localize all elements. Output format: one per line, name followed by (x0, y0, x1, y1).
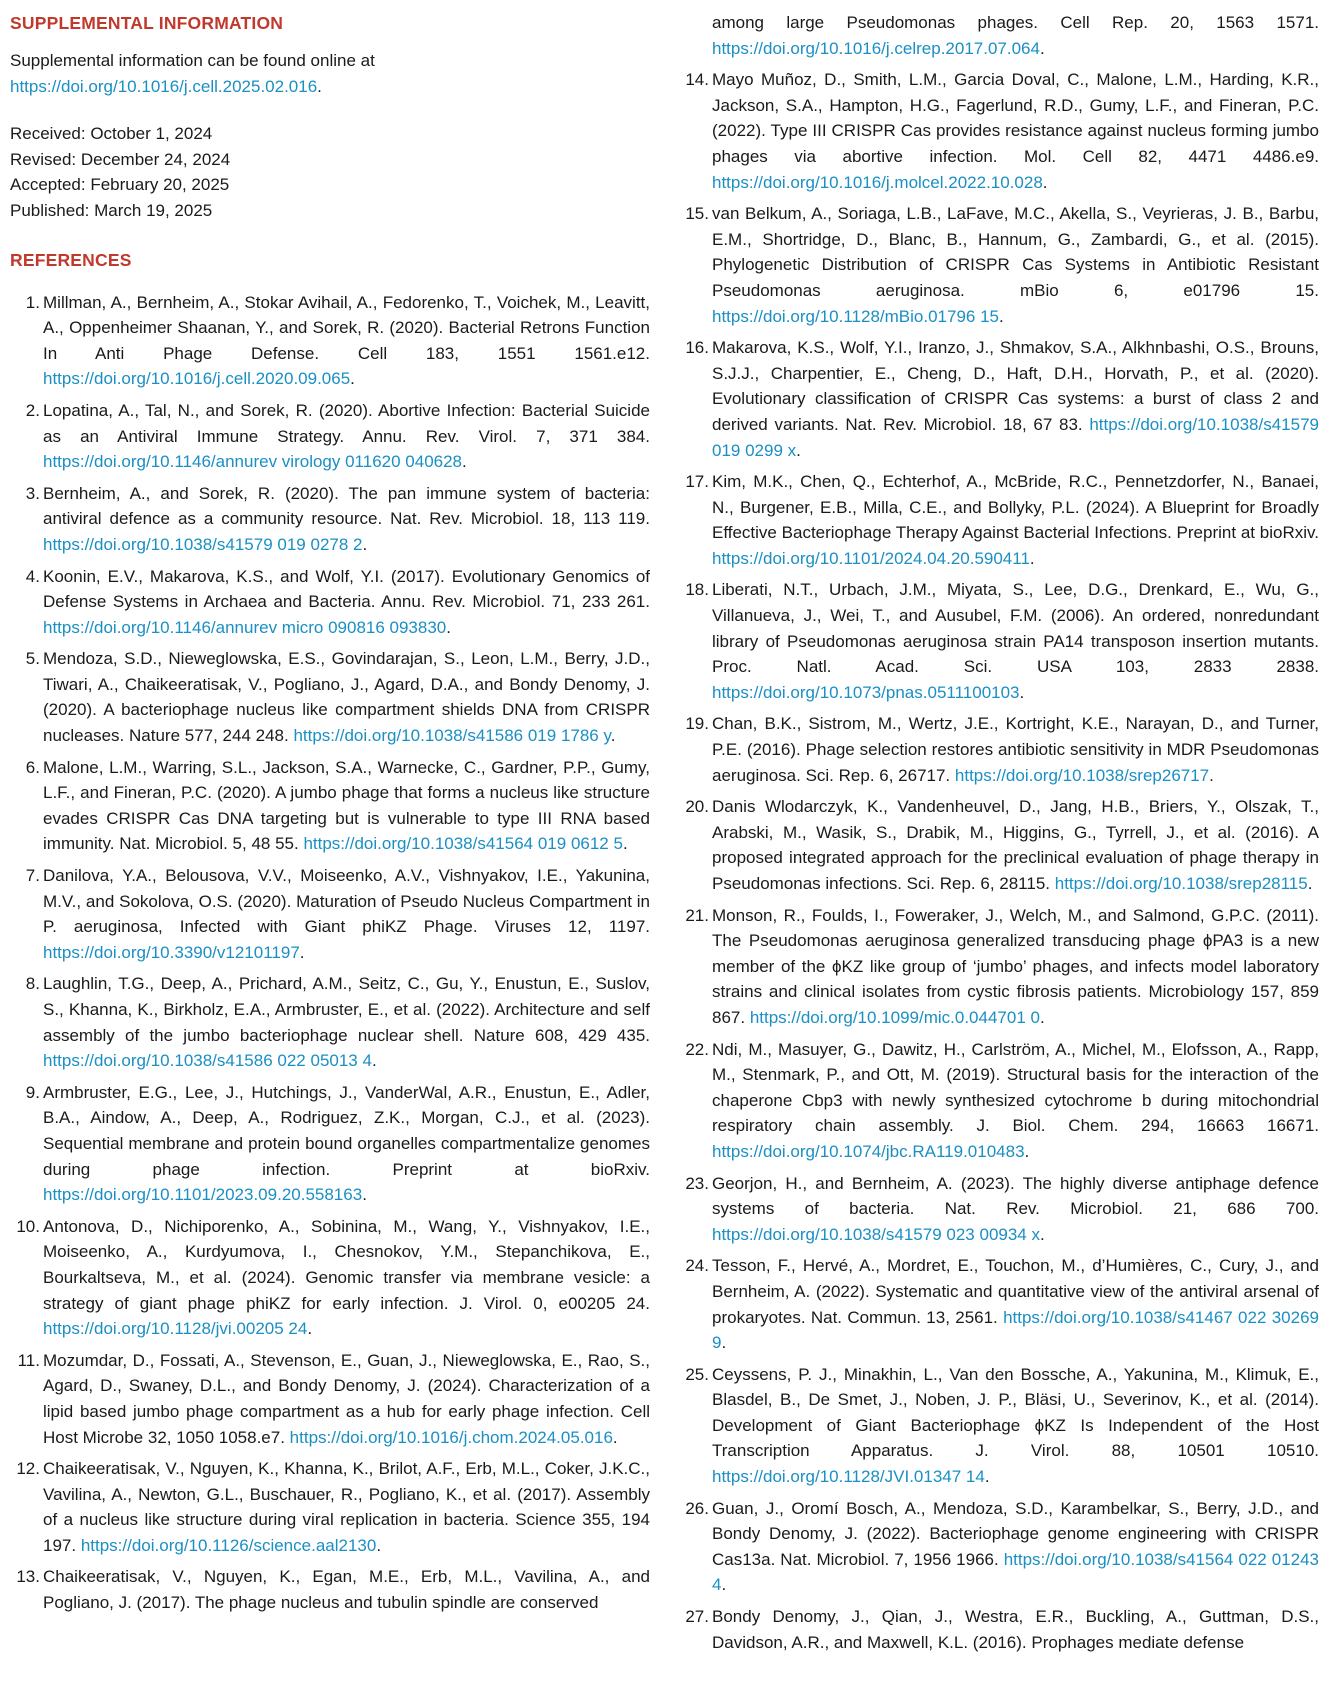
reference-text (43, 758, 650, 854)
reference-text (43, 1567, 650, 1612)
reference-text (712, 714, 1319, 784)
reference-text (43, 293, 650, 389)
reference-text (43, 974, 650, 1070)
reference-citation: Tesson, F., Hervé, A., Mordret, E., Touchon, M., d’Humières, C., Cury, J., and Bernheim, A. (2022). Systematic and quantitative view of the antiviral arsenal of prokaryotes. Nat. Commun. 13, 2561. (712, 1256, 1319, 1327)
reference-text (712, 204, 1319, 325)
reference-number: 14 . (679, 67, 709, 93)
reference-text (712, 472, 1319, 568)
reference-number: 8 . (10, 971, 40, 997)
reference-item (679, 711, 1319, 788)
reference-number: 7 . (10, 863, 40, 889)
reference-number: 4 . (10, 564, 40, 590)
reference-citation: Koonin, E.V., Makarova, K.S., and Wolf, Y.I. (2017). Evolutionary Genomics of Defense Systems in Archaea and Bacteria. Annu. Rev. Microbiol. 71, 233 261. (43, 566, 650, 612)
reference-citation: Mozumdar, D., Fossati, A., Stevenson, E., Guan, J., Nieweglowska, E., Rao, S., Agard, D., Swaney, D.L., and Bondy Denomy, J. (2024). Characterization of a lipid based jumbo phage compartment as a hub for early phage infection. Cell Host Microbe 32, 1050 1058.e7. (43, 1350, 650, 1447)
reference-text (712, 906, 1319, 1027)
reference-item (679, 1496, 1319, 1598)
reference-item (10, 1456, 650, 1558)
reference-number: 5 . (10, 646, 40, 672)
reference-item (10, 1348, 650, 1450)
reference-item (10, 1564, 650, 1615)
reference-doi-link[interactable]: https://doi.org/10.1016/j.molcel.2022.10.028 (712, 172, 1043, 192)
reference-item (679, 1604, 1319, 1655)
reference-doi-link[interactable]: https://doi.org/10.1073/pnas.0511100103 (712, 682, 1020, 702)
right-column (679, 10, 1319, 1661)
supplemental-text: Supplemental information can be found online at (10, 51, 375, 70)
reference-text (43, 1083, 650, 1204)
reference-citation: Millman, A., Bernheim, A., Stokar Avihail, A., Fedorenko, T., Voichek, M., Leavitt, A., Oppenheimer Shaanan, Y., and Sorek, R. (2020). Bacterial Retrons Function In Anti Phage Defense. Cell 183, 1551 1561.e12. (43, 292, 650, 363)
reference-citation: Danis Wlodarczyk, K., Vandenheuvel, D., Jang, H.B., Briers, Y., Olszak, T., Arabski, M., Wasik, S., Drabik, M., Higgins, G., Tyrrell, J., et al. (2016). A proposed integrated approach for the preclinical evaluation of phage therapy in Pseudomonas infections. Sci. Rep. 6, 28115. (712, 797, 1319, 893)
published-date: Published: March 19, 2025 (10, 200, 213, 220)
reference-citation: Mayo Muñoz, D., Smith, L.M., Garcia Doval, C., Malone, L.M., Harding, K.R., Jackson, S.A., Hampton, H.G., Fagerlund, R.D., Gumy, L.F., and Fineran, P.C. (2022). Type III CRISPR Cas provides resistance against nucleus forming jumbo phages via abortive infection. Mol. Cell 82, 4471 4486.e9. (712, 70, 1319, 166)
reference-number: 9 . (10, 1080, 40, 1106)
reference-number: 22 . (679, 1037, 709, 1063)
reference-text (712, 1040, 1319, 1161)
reference-number: 23 . (679, 1171, 709, 1197)
reference-item (679, 1037, 1319, 1165)
reference-number: 2 . (10, 398, 40, 424)
reference-doi-link[interactable]: https://doi.org/10.1016/j.chom.2024.05.016 (289, 1427, 613, 1447)
reference-end: . (1019, 682, 1025, 702)
reference-end: . (350, 369, 355, 389)
reference-doi-link[interactable]: https://doi.org/10.1126/science.aal2130 (80, 1535, 377, 1555)
reference-doi-link[interactable]: https://doi.org/10.1038/s41564 022 01243 4 (712, 1549, 1319, 1595)
reference-doi-link[interactable]: https://doi.org/10.1038/s41579 023 00934 x (712, 1224, 1040, 1244)
reference-citation: Liberati, N.T., Urbach, J.M., Miyata, S., Lee, D.G., Drenkard, E., Wu, G., Villanueva, J., Wei, T., and Ausubel, F.M. (2006). An ordered, nonredundant library of Pseudomonas aeruginosa strain PA14 transposon insertion mutants. Proc. Natl. Acad. Sci. USA 103, 2833 2838. (712, 580, 1319, 677)
reference-number: 16 . (679, 335, 709, 361)
reference-citation: Antonova, D., Nichiporenko, A., Sobinina, M., Wang, Y., Vishnyakov, I.E., Moiseenko, A., Kurdyumova, I., Chesnokov, Y.M., Stepanchikova, E., Bourkaltseva, M., et al. (2024). Genomic transfer via membrane vesicle: a strategy of giant phage phiKZ for early infection. J. Virol. 0, e00205 24. (43, 1216, 650, 1313)
left-column (10, 10, 650, 1622)
received-date: Received: October 1, 2024 (10, 124, 213, 144)
reference-citation: van Belkum, A., Soriaga, L.B., LaFave, M.C., Akella, S., Veyrieras, J. B., Barbu, E.M., Shortridge, D., Blanc, B., Hannum, G., Zambardi, G., et al. (2015). Phylogenetic Distribution of CRISPR Cas Systems in Antibiotic Resistant Pseudomonas aeruginosa. mBio 6, e01796 15. (712, 204, 1319, 300)
reference-doi-link[interactable]: https://doi.org/10.1128/mBio.01796 15 (712, 306, 999, 326)
supplemental-end: . (317, 76, 322, 96)
reference-number: 21 . (679, 903, 709, 929)
reference-citation: Kim, M.K., Chen, Q., Echterhof, A., McBride, R.C., Pennetzdorfer, N., Banaei, N., Burgener, E.B., Milla, C.E., and Bollyky, P.L. (2024). A Blueprint for Broadly Effective Bacteriophage Therapy Against Bacterial Infections. Preprint at bioRxiv. (712, 472, 1319, 543)
reference-number: 1 . (10, 290, 40, 316)
reference-text (712, 1365, 1319, 1486)
reference-end: . (307, 1319, 313, 1339)
reference-item (10, 398, 650, 475)
reference-text (43, 484, 650, 554)
article-dates (10, 121, 650, 223)
reference-end: . (362, 1185, 367, 1205)
reference-text (712, 1174, 1319, 1244)
reference-doi-link[interactable]: https://doi.org/10.1101/2023.09.20.558163 (43, 1185, 363, 1205)
reference-number: 17 . (679, 469, 709, 495)
reference-text (43, 1459, 650, 1555)
reference-doi-link[interactable]: https://doi.org/10.1038/srep28115 (1054, 874, 1308, 893)
reference-citation: Danilova, Y.A., Belousova, V.V., Moiseenko, A.V., Vishnyakov, I.E., Yakunina, M.V., and Sokolova, O.S. (2020). Maturation of Pseudo Nucleus Compartment in P. aeruginosa, Infected with Giant phiKZ Phage. Viruses 12, 1197. (43, 866, 650, 937)
reference-citation: Bondy Denomy, J., Qian, J., Westra, E.R., Buckling, A., Guttman, D.S., Davidson, A.R., and Maxwell, K.L. (2016). Prophages mediate defense (712, 1607, 1319, 1652)
reference-doi-link[interactable]: https://doi.org/10.1038/s41579 019 0299 x (712, 414, 1319, 460)
reference-number: 26 . (679, 1496, 709, 1522)
revised-date: Revised: December 24, 2024 (10, 149, 231, 169)
reference-text (712, 1607, 1319, 1652)
reference-item (10, 971, 650, 1073)
reference-end: . (721, 1575, 727, 1595)
supplemental-heading: SUPPLEMENTAL INFORMATION (10, 13, 284, 33)
reference-end: . (1024, 1141, 1030, 1161)
reference-number: 10 . (10, 1214, 40, 1240)
reference-citation: Bernheim, A., and Sorek, R. (2020). The pan immune system of bacteria: antiviral defence as a community resource. Nat. Rev. Microbiol. 18, 113 119. (43, 483, 650, 529)
reference-end: . (1039, 1007, 1045, 1027)
reference-number: 6 . (10, 755, 40, 781)
reference-item (10, 564, 650, 641)
reference-item (679, 1362, 1319, 1490)
reference-number: 11 . (10, 1348, 40, 1374)
reference-end: . (462, 452, 467, 472)
reference-end: . (371, 1051, 377, 1071)
reference-doi-link[interactable]: https://doi.org/10.1038/s41586 019 1786 y (293, 726, 611, 746)
reference-text (712, 580, 1319, 701)
reference-doi-link[interactable]: https://doi.org/10.1038/s41467 022 30269 9 (712, 1307, 1319, 1353)
reference-text (712, 1256, 1319, 1352)
reference-end: . (299, 942, 305, 962)
reference-doi-link[interactable]: https://doi.org/10.1074/jbc.RA119.010483 (712, 1141, 1025, 1161)
reference-item (679, 1171, 1319, 1248)
reference-citation: Monson, R., Foulds, I., Foweraker, J., Welch, M., and Salmond, G.P.C. (2011). The Pseudomonas aeruginosa generalized transducing phage ϕPA3 is a new member of the ϕKZ like group of ‘jumbo’ phages, and infects model laboratory strains and clinical isolates from cystic fibrosis patients. Microbiology 157, 859 867. (712, 905, 1319, 1027)
reference-item (679, 67, 1319, 195)
reference-end: . (999, 306, 1004, 326)
reference-number: 24 . (679, 1253, 709, 1279)
reference-number: 27 . (679, 1604, 709, 1630)
reference-end: . (622, 834, 628, 854)
reference-doi-link[interactable]: https://doi.org/10.1146/annurev virology 011620 040628 (43, 452, 463, 472)
reference-end: . (1307, 874, 1313, 893)
reference-item (10, 1214, 650, 1342)
supplemental-link[interactable]: https://doi.org/10.1016/j.cell.2025.02.016 (10, 76, 318, 96)
reference-number: 15 . (679, 201, 709, 227)
reference-text (43, 567, 650, 637)
reference-item (679, 1253, 1319, 1355)
continuation-end: . (1039, 38, 1045, 58)
reference-text (712, 70, 1319, 191)
reference-list-right (679, 67, 1319, 1655)
reference-text (43, 866, 650, 962)
accepted-date: Accepted: February 20, 2025 (10, 175, 230, 195)
reference-doi-link[interactable]: https://doi.org/10.1038/s41564 019 0612 5 (303, 834, 623, 854)
reference-citation: Guan, J., Oromí Bosch, A., Mendoza, S.D., Karambelkar, S., Berry, J.D., and Bondy Denomy, J. (2022). Bacteriophage genome engineering with CRISPR Cas13a. Nat. Microbiol. 7, 1956 1966. (712, 1498, 1319, 1569)
reference-list-left (10, 290, 650, 1616)
reference-doi-link[interactable]: https://doi.org/10.1099/mic.0.044701 0 (749, 1007, 1040, 1027)
reference-citation: Ceyssens, P. J., Minakhin, L., Van den Bossche, A., Yakunina, M., Klimuk, E., Blasdel, B., De Smet, J., Noben, J. P., Bläsi, U., Severinov, K., et al. (2014). Development of Giant Bacteriophage ϕKZ Is Independent of the Host Transcription Apparatus. J. Virol. 88, 10501 10510. (712, 1364, 1319, 1461)
reference-end: . (1209, 765, 1214, 785)
references-heading: REFERENCES (10, 249, 132, 270)
reference-doi-link[interactable]: https://doi.org/10.1128/JVI.01347 14 (712, 1467, 985, 1487)
reference-number: 3 . (10, 481, 40, 507)
reference-number: 20 . (679, 794, 709, 820)
reference-citation: Chan, B.K., Sistrom, M., Wertz, J.E., Kortright, K.E., Narayan, D., and Turner, P.E. (2016). Phage selection restores antibiotic sensitivity in MDR Pseudomonas aeruginosa. Sci. Rep. 6, 26717. (712, 714, 1319, 785)
reference-citation: Laughlin, T.G., Deep, A., Prichard, A.M., Seitz, C., Gu, Y., Enustun, E., Suslov, S., Khanna, K., Birkholz, E.A., Armbruster, E., et al. (2022). Architecture and self assembly of the jumbo bacteriophage nuclear shell. Nature 608, 429 435. (43, 974, 650, 1045)
reference-citation: Malone, L.M., Warring, S.L., Jackson, S.A., Warnecke, C., Gardner, P.P., Gumy, L.F., and Fineran, P.C. (2020). A jumbo phage that forms a nucleus like structure evades CRISPR Cas DNA targeting but is vulnerable to type III RNA based immunity. Nat. Microbiol. 5, 48 55. (43, 757, 650, 854)
supplemental-paragraph (10, 48, 650, 99)
reference-doi-link[interactable]: https://doi.org/10.1038/srep26717 (954, 765, 1210, 785)
reference-citation: Mendoza, S.D., Nieweglowska, E.S., Govindarajan, S., Leon, L.M., Berry, J.D., Tiwari, A., Chaikeeratisak, V., Pogliano, J., Agard, D.A., and Bondy Denomy, J. (2020). A bacteriophage nucleus like compartment shields DNA from CRISPR nucleases. Nature 577, 244 248. (43, 649, 650, 746)
reference-text (712, 338, 1319, 459)
reference-citation: Armbruster, E.G., Lee, J., Hutchings, J., VanderWal, A.R., Enustun, E., Adler, B.A., Aindow, A., Deep, A., Rodriguez, Z.K., Morgan, C.J., et al. (2023). Sequential membrane and protein bound organelles compartmentalize genomes during phage infection. Preprint at bioRxiv. (43, 1082, 650, 1179)
reference-end: . (446, 617, 451, 637)
reference-citation: Chaikeeratisak, V., Nguyen, K., Egan, M.E., Erb, M.L., Vavilina, A., and Pogliano, J. (2017). The phage nucleus and tubulin spindle are conserved (43, 1567, 650, 1613)
reference-doi-link[interactable]: https://doi.org/10.1038/s41579 019 0278 2 (43, 534, 363, 554)
reference-end: . (376, 1535, 382, 1555)
reference-doi-link[interactable]: https://doi.org/10.1038/s41586 022 05013 4 (43, 1051, 372, 1071)
reference-number: 18 . (679, 577, 709, 603)
reference-end: . (362, 534, 368, 554)
reference-item (679, 577, 1319, 705)
reference-end: . (984, 1467, 990, 1487)
reference-end: . (612, 1427, 618, 1447)
reference-item (10, 646, 650, 748)
continuation-link[interactable]: https://doi.org/10.1016/j.celrep.2017.07.064 (712, 38, 1040, 58)
reference-text (712, 797, 1319, 893)
reference-text (43, 649, 650, 745)
reference-doi-link[interactable]: https://doi.org/10.1146/annurev micro 090816 093830 (43, 617, 447, 637)
reference-item (10, 290, 650, 392)
reference-number: 12 . (10, 1456, 40, 1482)
reference-item (679, 335, 1319, 463)
reference-item (679, 903, 1319, 1031)
reference-item (679, 201, 1319, 329)
reference-item (10, 1080, 650, 1208)
reference-text (43, 401, 650, 471)
reference-doi-link[interactable]: https://doi.org/10.3390/v12101197 (43, 942, 300, 962)
reference-item (679, 794, 1319, 896)
reference-continuation (679, 10, 1319, 61)
reference-doi-link[interactable]: https://doi.org/10.1128/jvi.00205 24 (43, 1319, 308, 1339)
reference-end: . (610, 726, 616, 746)
reference-citation: Ndi, M., Masuyer, G., Dawitz, H., Carlström, A., Michel, M., Elofsson, A., Rapp, M., Stenmark, P., and Ott, M. (2019). Structural basis for the interaction of the chaperone Cbp3 with newly synthesized cytochrome b during mitochondrial respiratory chain assembly. J. Biol. Chem. 294, 16663 16671. (712, 1039, 1319, 1136)
reference-doi-link[interactable]: https://doi.org/10.1016/j.cell.2020.09.065 (43, 369, 351, 389)
reference-text (43, 1217, 650, 1338)
reference-number: 25 . (679, 1362, 709, 1388)
reference-end: . (721, 1333, 727, 1353)
reference-item (10, 863, 650, 965)
reference-item (10, 755, 650, 857)
reference-citation: Chaikeeratisak, V., Nguyen, K., Khanna, K., Brilot, A.F., Erb, M.L., Coker, J.K.C., Vavilina, A., Newton, G.L., Buschauer, R., Pogliano, K., et al. (2017). Assembly of a nucleus like structure during viral replication in bacteria. Science 355, 194 197. (43, 1459, 650, 1555)
reference-citation: Georjon, H., and Bernheim, A. (2023). The highly diverse antiphage defence systems of bacteria. Nat. Rev. Microbiol. 21, 686 700. (712, 1173, 1319, 1219)
reference-end: . (1042, 172, 1048, 192)
reference-end: . (796, 440, 801, 460)
reference-item (10, 481, 650, 558)
reference-citation: Makarova, K.S., Wolf, Y.I., Iranzo, J., Shmakov, S.A., Alkhnbashi, O.S., Brouns, S.J.J., Charpentier, E., Cheng, D., Haft, D.H., Horvath, P., et al. (2020). Evolutionary classification of CRISPR Cas systems: a burst of class 2 and derived variants. Nat. Rev. Microbiol. 18, 67 83. (712, 338, 1319, 434)
continuation-text: among large Pseudomonas phages. Cell Rep. 20, 1563 1571. (712, 13, 1319, 32)
reference-text (43, 1351, 650, 1447)
reference-number: 13 . (10, 1564, 40, 1590)
reference-doi-link[interactable]: https://doi.org/10.1101/2024.04.20.590411 (712, 548, 1030, 568)
reference-end: . (1029, 548, 1035, 568)
reference-item (679, 469, 1319, 571)
reference-number: 19 . (679, 711, 709, 737)
reference-end: . (1039, 1224, 1045, 1244)
reference-text (712, 1499, 1319, 1595)
reference-citation: Lopatina, A., Tal, N., and Sorek, R. (2020). Abortive Infection: Bacterial Suicide as an Antiviral Immune Strategy. Annu. Rev. Virol. 7, 371 384. (43, 400, 650, 446)
